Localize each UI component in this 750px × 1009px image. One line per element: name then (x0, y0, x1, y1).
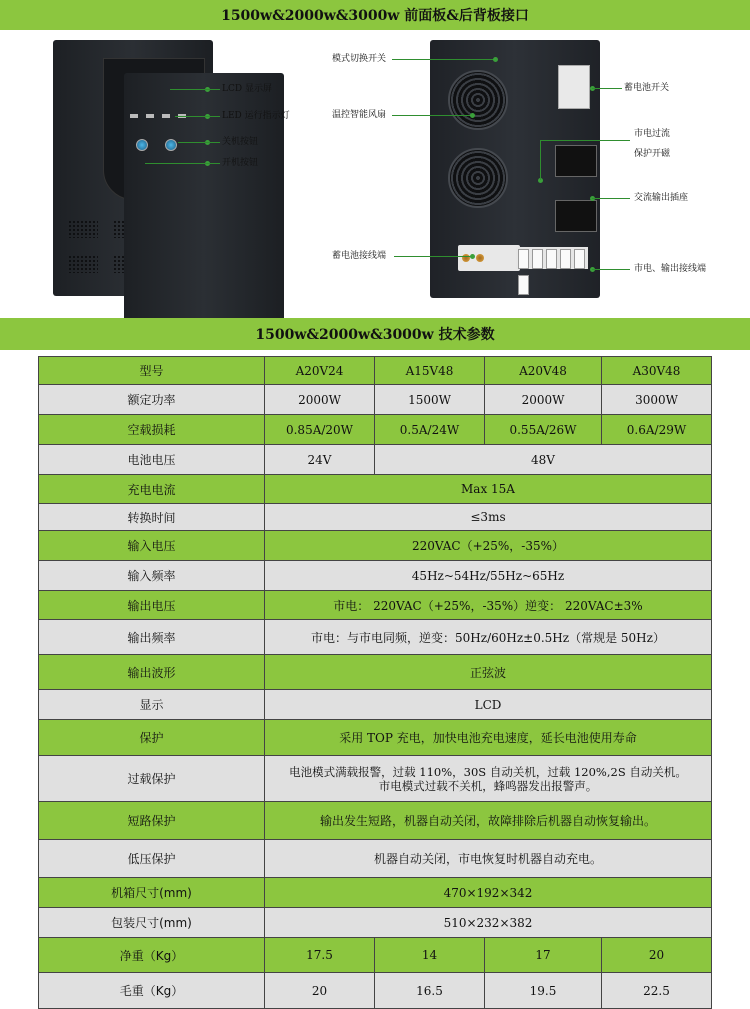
overload-line-2: 市电模式过载不关机，蜂鸣器发出报警声。 (378, 778, 598, 793)
row-label: 充电电流 (39, 475, 265, 504)
callout-mains-terminal: 市电、输出接线端 (634, 264, 707, 274)
callout-battery-switch: 蓄电池开关 (624, 83, 670, 93)
table-row (39, 908, 712, 938)
row-label: 毛重（Kg） (39, 973, 265, 1009)
row-label: 输出电压 (39, 591, 265, 620)
table-cell: 市电： 220VAC（+25%，-35%）逆变： 220VAC±3% (265, 591, 712, 620)
fan-icon (448, 148, 508, 208)
table-cell: 0.85A/20W (265, 415, 375, 445)
callout-leader (175, 116, 220, 117)
table-cell: 0.6A/29W (602, 415, 712, 445)
row-label: 机箱尺寸(mm) (39, 878, 265, 908)
table-row (39, 385, 712, 415)
overload-line-1: 电池模式满载报警，过载 110%，30S 自动关机，过载 120%,2S 自动关机。 (289, 764, 687, 779)
table-cell: 48V (375, 445, 712, 475)
row-label: 保护 (39, 720, 265, 756)
row-label: 转换时间 (39, 504, 265, 531)
table-row (39, 655, 712, 690)
table-cell: 3000W (602, 385, 712, 415)
callout-leader (392, 115, 472, 116)
table-cell: 1500W (375, 385, 485, 415)
callout-leader (178, 142, 220, 143)
table-cell: 市电：与市电同频，逆变：50Hz/60Hz±0.5Hz（常规是 50Hz） (265, 620, 712, 655)
table-cell: A20V48 (485, 357, 602, 385)
row-label: 低压保护 (39, 840, 265, 878)
table-row (39, 475, 712, 504)
table-cell: 正弦波 (265, 655, 712, 690)
power-off-button[interactable] (136, 139, 148, 151)
ac-socket (555, 200, 597, 232)
table-cell: 20 (265, 973, 375, 1009)
table-row (39, 802, 712, 840)
vent-grille (68, 220, 98, 238)
table-cell: ≤3ms (265, 504, 712, 531)
section-banner-specs: 1500w&2000w&3000w 技术参数 (0, 318, 750, 350)
callout-fan: 温控智能风扇 (332, 110, 387, 120)
power-on-button[interactable] (165, 139, 177, 151)
row-label: 包装尺寸(mm) (39, 908, 265, 938)
battery-breaker (558, 65, 590, 109)
callout-leader (394, 256, 472, 257)
table-cell: A15V48 (375, 357, 485, 385)
row-label: 输出频率 (39, 620, 265, 655)
table-cell: A20V24 (265, 357, 375, 385)
table-cell: 24V (265, 445, 375, 475)
callout-dot (470, 254, 475, 259)
table-cell: 470×192×342 (265, 878, 712, 908)
table-row (39, 840, 712, 878)
vent-grille (68, 255, 98, 273)
ac-socket (555, 145, 597, 177)
callout-leader (592, 88, 622, 89)
row-label: 短路保护 (39, 802, 265, 840)
callout-leader (392, 59, 497, 60)
row-label: 型号 (39, 357, 265, 385)
table-cell: 17.5 (265, 938, 375, 973)
table-row (39, 938, 712, 973)
fan-icon (448, 70, 508, 130)
callout-leader (592, 269, 630, 270)
callout-mode-switch: 模式切换开关 (332, 54, 387, 64)
callout-lcd: LCD 显示屏 (222, 84, 272, 94)
table-row (39, 591, 712, 620)
table-cell: 17 (485, 938, 602, 973)
table-row (39, 690, 712, 720)
callout-ac-socket: 交流输出插座 (634, 193, 689, 203)
table-cell: 20 (602, 938, 712, 973)
table-cell: 输出发生短路，机器自动关闭，故障排除后机器自动恢复输出。 (265, 802, 712, 840)
section-banner-panels: 1500w&2000w&3000w 前面板&后背板接口 (0, 0, 750, 30)
table-row (39, 357, 712, 385)
row-label: 输出波形 (39, 655, 265, 690)
table-cell: 22.5 (602, 973, 712, 1009)
row-label: 过载保护 (39, 756, 265, 802)
table-cell: A30V48 (602, 357, 712, 385)
callout-off-button: 关机按钮 (222, 137, 259, 147)
table-cell: 机器自动关闭，市电恢复时机器自动充电。 (265, 840, 712, 878)
table-cell: 采用 TOP 充电，加快电池充电速度，延长电池使用寿命 (265, 720, 712, 756)
table-row (39, 620, 712, 655)
table-cell: 45Hz~54Hz/55Hz~65Hz (265, 561, 712, 591)
table-row (39, 756, 712, 802)
table-cell (265, 756, 712, 802)
table-cell: Max 15A (265, 475, 712, 504)
table-cell: 0.5A/24W (375, 415, 485, 445)
callout-leader (540, 140, 541, 180)
table-cell: 19.5 (485, 973, 602, 1009)
table-cell: 220VAC（+25%，-35%） (265, 531, 712, 561)
callout-led: LED 运行指示灯 (222, 111, 290, 121)
row-label: 空载损耗 (39, 415, 265, 445)
table-cell: 2000W (485, 385, 602, 415)
callout-overcurrent-line2: 保护开磁 (634, 149, 671, 159)
callout-dot (493, 57, 498, 62)
callout-leader (145, 163, 220, 164)
table-row (39, 415, 712, 445)
table-row (39, 973, 712, 1009)
table-cell: 14 (375, 938, 485, 973)
table-row (39, 720, 712, 756)
row-label: 输入频率 (39, 561, 265, 591)
table-row (39, 504, 712, 531)
table-row (39, 445, 712, 475)
callout-overcurrent-line1: 市电过流 (634, 129, 671, 139)
spec-table (38, 356, 712, 1009)
row-label: 输入电压 (39, 531, 265, 561)
table-row (39, 531, 712, 561)
table-row (39, 878, 712, 908)
table-cell: 2000W (265, 385, 375, 415)
table-row (39, 561, 712, 591)
callout-leader (170, 89, 220, 90)
row-label: 额定功率 (39, 385, 265, 415)
row-label: 电池电压 (39, 445, 265, 475)
table-cell: 510×232×382 (265, 908, 712, 938)
row-label: 净重（Kg） (39, 938, 265, 973)
row-label: 显示 (39, 690, 265, 720)
table-cell: 16.5 (375, 973, 485, 1009)
mains-terminal-strip (516, 247, 588, 269)
back-panel-image (430, 40, 600, 298)
table-cell: 0.55A/26W (485, 415, 602, 445)
callout-leader (592, 198, 630, 199)
callout-on-button: 开机按钮 (222, 158, 259, 168)
callout-battery-terminal: 蓄电池接线端 (332, 251, 387, 261)
table-cell: LCD (265, 690, 712, 720)
battery-terminal (458, 245, 520, 271)
callout-leader (540, 140, 630, 141)
callout-dot (470, 113, 475, 118)
